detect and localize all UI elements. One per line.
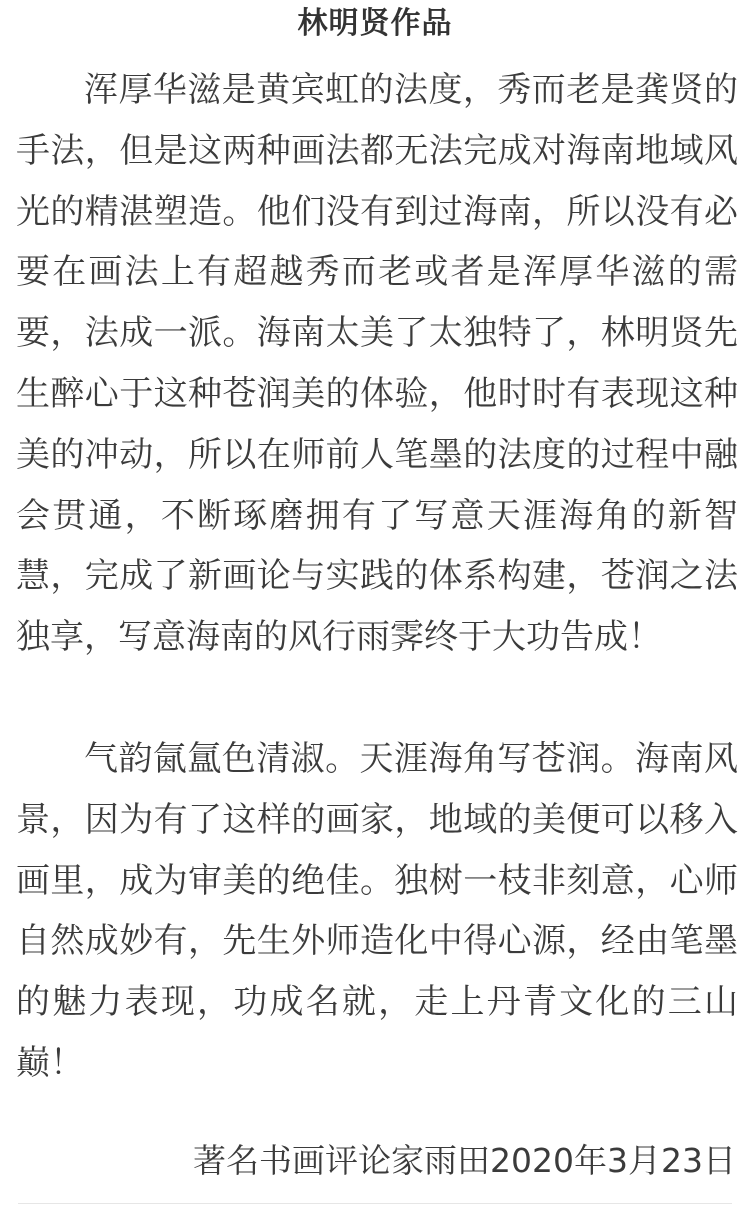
article-paragraph-1: 浑厚华滋是黄宾虹的法度，秀而老是龚贤的手法，但是这两种画法都无法完成对海南地域风光的精湛塑造。他们没有到过海南，所以没有必要在画法上有超越秀而老或者是浑厚华滋的需要，法成一派。海南太美了太独特了，林明贤先生醉心于这种苍润美的体验，他时时有表现这种美的冲动，所以在师前人笔墨的法度的过程中融会贯通，不断琢磨拥有了写意天涯海角的新智慧，完成了新画论与实践的体系构建，苍润之法独享，写意海南的风行雨霁终于大功告成！ [16,70,738,658]
article-paragraph-2: 气韵氤氲色清淑。天涯海角写苍润。海南风景，因为有了这样的画家，地域的美便可以移入画里，成为审美的绝佳。独树一枝非刻意，心师自然成妙有，先生外师造化中得心源，经由笔墨的魅力表现，功成名就，走上丹青文化的三山巅！ [16,739,738,1083]
bottom-divider [18,1203,732,1204]
article-title: 林明贤作品 [297,6,453,41]
author-signature-line: 著名书画评论家雨田2020年3月23日 [193,1141,736,1180]
